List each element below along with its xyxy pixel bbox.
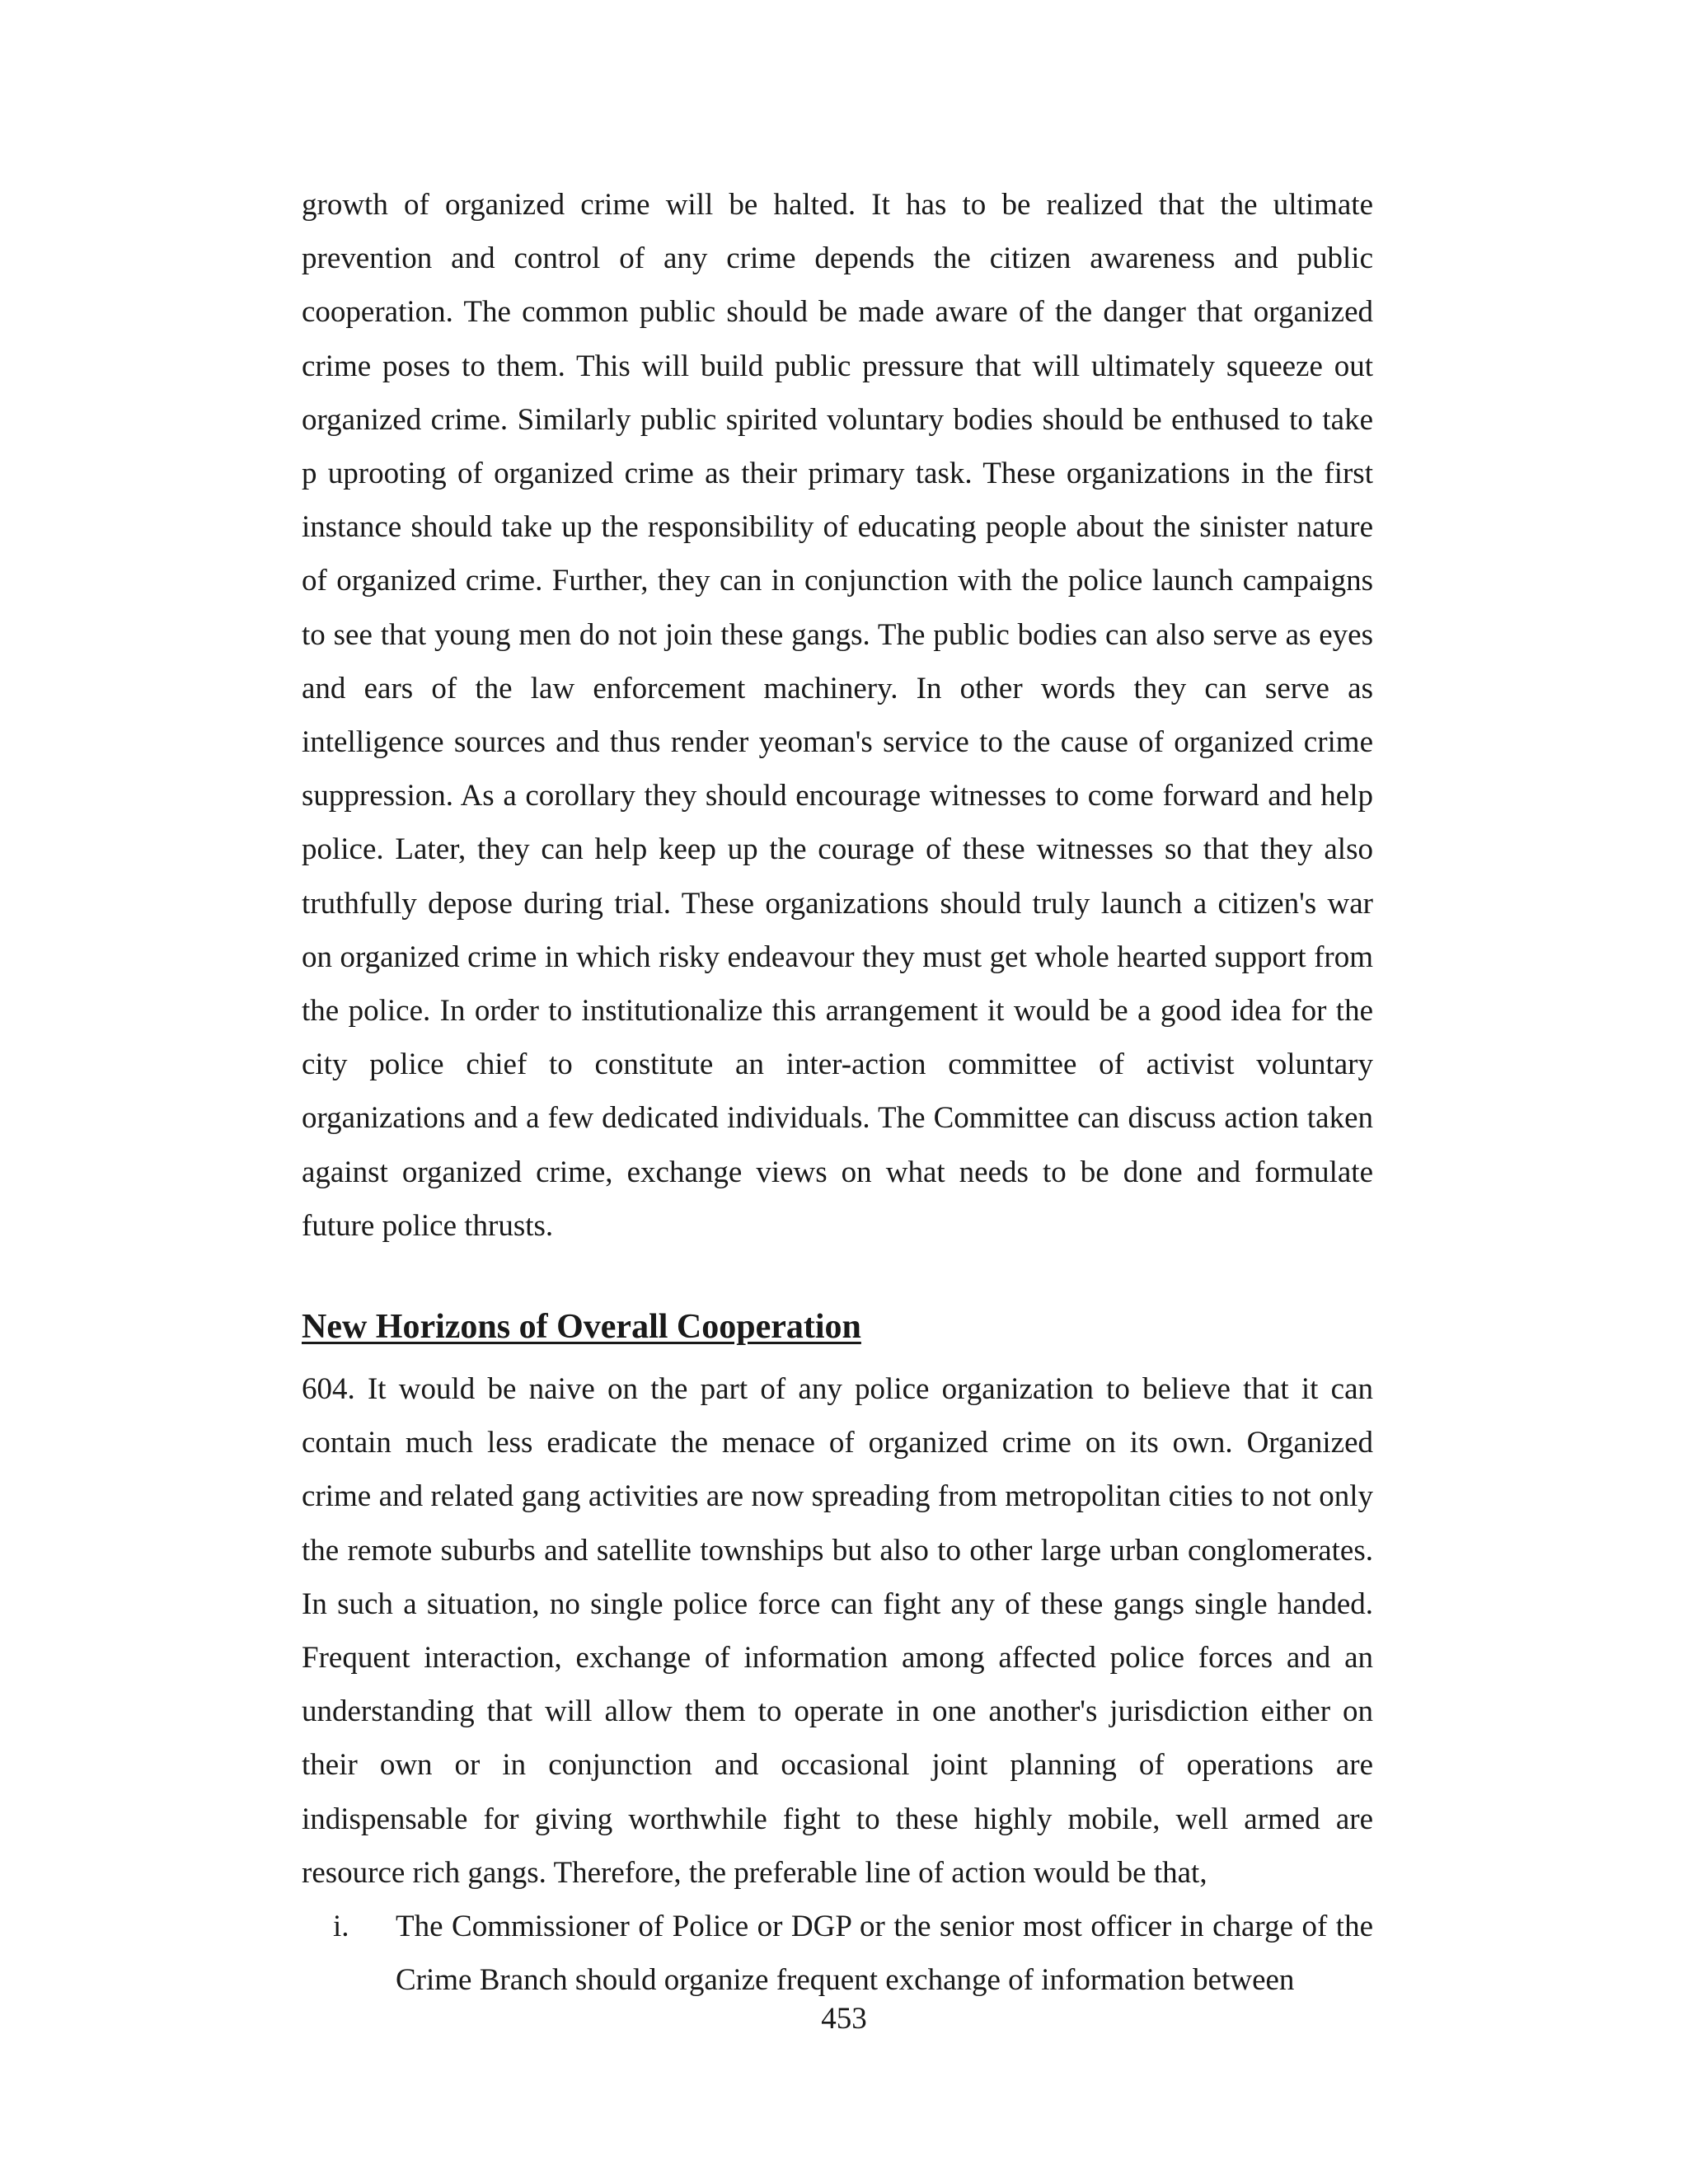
body-paragraph: growth of organized crime will be halted. It has to be realized that the ultimate prevention and control of any crime depends the citizen awareness and public cooperation. The common public should be made aware of the danger that organized crime poses to them. This will build public pressure that will ultimately squeeze out organized crime. Similarly public spirited voluntary bodies should be enthused to take p uprooting of organized crime as their primary task. These organizations in the first instance should take up the responsibility of educating people about the sinister nature of organized crime. Further, they can in conjunction with the police launch campaigns to see that young men do not join these gangs. The public bodies can also serve as eyes and ears of the law enforcement machinery. In other words they can serve as intelligence sources and thus render yeoman's service to the cause of organized crime suppression. As a corollary they should encourage witnesses to come forward and help police. Later, they can help keep up the courage of these witnesses so that they also truthfully depose during trial. These organizations should truly launch a citizen's war on organized crime in which risky endeavour they must get whole hearted support from the police. In order to institutionalize this arrangement it would be a good idea for the city police chief to constitute an inter-action committee of activist voluntary organizations and a few dedicated individuals. The Committee can discuss action taken against organized crime, exchange views on what needs to be done and formulate future police thrusts. (302, 188, 1373, 1243)
page-number: 453 (821, 2002, 867, 2036)
section-heading: New Horizons of Overall Cooperation (302, 1308, 861, 1346)
body-paragraph-numbered: 604. It would be naive on the part of any police organization to believe that it can contain much less eradicate the menace of organized crime on its own. Organized crime and related gang activities are now spreading from metropolitan cities to not only the remote suburbs and satellite townships but also to other large urban conglomerates. In such a situation, no single police force can fight any of these gangs single handed. Frequent interaction, exchange of information among affected police forces and an understanding that will allow them to operate in one another's jurisdiction either on their own or in conjunction and occasional joint planning of operations are indispensable for giving worthwhile fight to these highly mobile, well armed are resource rich gangs. Therefore, the preferable line of action would be that, (302, 1372, 1373, 1890)
ordered-list (302, 1900, 1373, 2007)
list-item-text: The Commissioner of Police or DGP or the senior most officer in charge of the Crime Branch should organize frequent exchange of information between (396, 1910, 1373, 1998)
list-item (302, 1900, 1373, 2007)
list-item-marker: i. (333, 1910, 349, 1943)
